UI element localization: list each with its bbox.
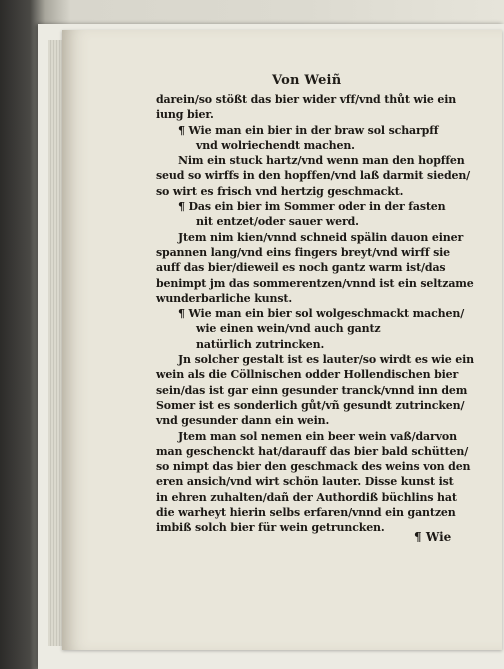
text-line: nit entzet/oder sauer werd. <box>196 215 359 229</box>
text-line: ¶ Das ein bier im Sommer oder in der fasten <box>178 200 446 214</box>
text-line: man geschenckt hat/darauff das bier bald schütten/ <box>156 444 469 458</box>
text-line: sein/das ist gar einn gesunder tranck/vnnd inn dem <box>156 383 468 397</box>
running-header: Von Weiñ <box>272 73 342 88</box>
text-line: iung bier. <box>156 108 214 122</box>
text-line: spannen lang/vnd eins fingers breyt/vnd wirff sie <box>156 245 451 259</box>
text-line: Nim ein stuck hartz/vnd wenn man den hopffen <box>178 154 465 168</box>
text-line: wunderbarliche kunst. <box>156 291 293 305</box>
text-line: vnd gesunder dann ein wein. <box>156 414 330 428</box>
text-line: Jtem man sol nemen ein beer wein vaß/darvon <box>178 429 457 443</box>
catchword: ¶ Wie <box>414 530 452 544</box>
text-line: ¶ Wie man ein bier in der braw sol scharpff <box>178 123 439 137</box>
text-line: in ehren zuhalten/dañ der Authordiß büchlins hat <box>156 490 457 504</box>
text-line: wie einen wein/vnd auch gantz <box>196 322 381 336</box>
text-line: ¶ Wie man ein bier sol wolgeschmackt machen/ <box>178 307 465 321</box>
text-line: so wirt es frisch vnd hertzig geschmackt. <box>156 184 404 198</box>
text-line: die warheyt hierin selbs erfaren/vnnd ein gantzen <box>156 506 456 520</box>
text-line: natürlich zutrincken. <box>196 337 325 351</box>
text-line: wein als die Cöllnischen odder Hollendischen bier <box>156 368 459 382</box>
text-line: so nimpt das bier den geschmack des weins von den <box>156 460 471 474</box>
text-line: vnd wolriechendt machen. <box>196 138 355 152</box>
text-line: Somer ist es sonderlich gůt/vñ gesundt zutrincken/ <box>156 398 465 412</box>
text-line: auff das bier/dieweil es noch gantz warm ist/das <box>156 261 446 275</box>
text-line: darein/so stößt das bier wider vff/vnd thůt wie ein <box>156 93 457 106</box>
text-line: seud so wirffs in den hopffen/vnd laß darmit sieden/ <box>156 169 471 183</box>
body-text <box>156 92 475 536</box>
text-line: Jtem nim kien/vnnd schneid spälin dauon einer <box>178 230 464 244</box>
text-line: imbiß solch bier für wein getruncken. <box>156 521 385 535</box>
text-line: Jn solcher gestalt ist es lauter/so wirdt es wie ein <box>178 353 475 367</box>
text-line: eren ansich/vnd wirt schön lauter. Disse kunst ist <box>156 475 454 489</box>
text-line: benimpt jm das sommerentzen/vnnd ist ein seltzame <box>156 276 474 290</box>
